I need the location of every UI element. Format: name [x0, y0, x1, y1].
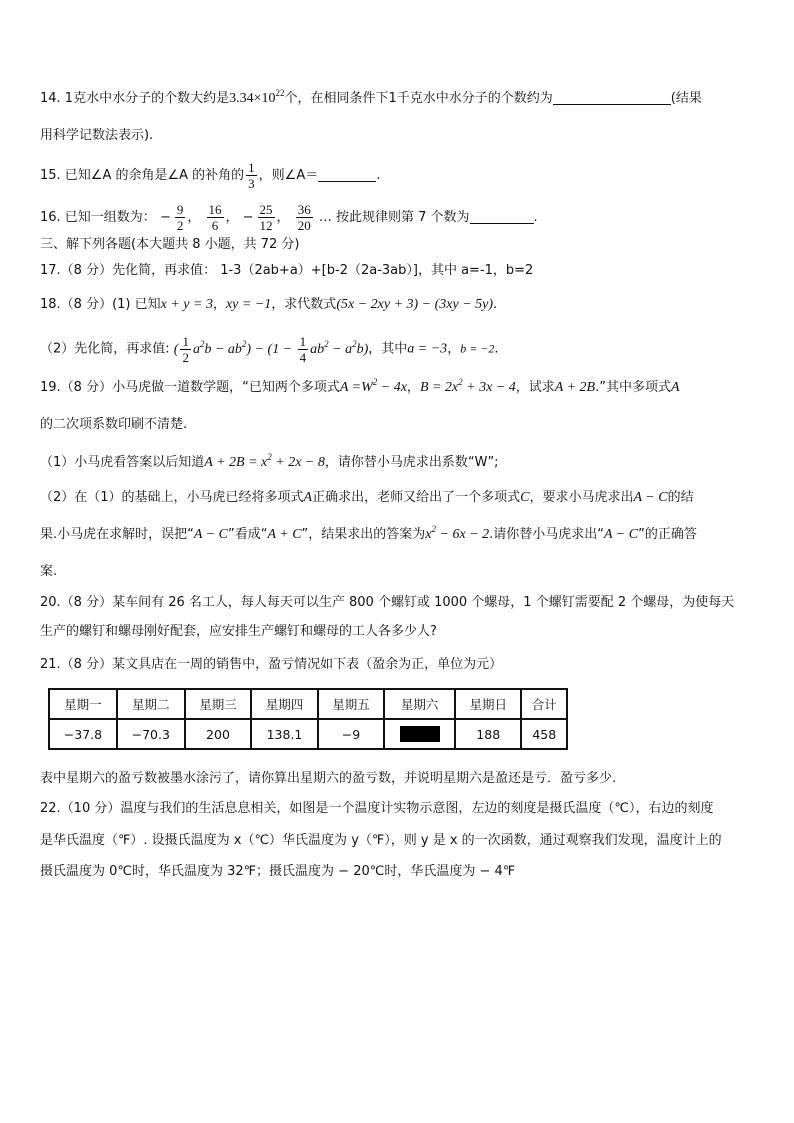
q19-l5-end: ”的正确答: [638, 527, 697, 542]
q16-frac2-den: 6: [211, 218, 219, 233]
q16-frac1-num: 9: [176, 202, 184, 217]
table-header-cell: 星期三: [185, 689, 252, 719]
question-20-line-2: 生产的螺钉和螺母刚好配套，应安排生产螺钉和螺母的工人各多少人?: [40, 624, 437, 639]
table-header-cell: 星期六: [384, 689, 455, 719]
table-header-cell: 星期一: [49, 689, 117, 719]
q18-suffix: .: [493, 297, 498, 312]
q16-mid: 按此规律则第 7 个数为: [335, 210, 470, 225]
q19-p2-mid2: ，要求小马虎求出: [529, 490, 634, 505]
question-18-part-1: [40, 296, 764, 314]
q19-p1-suffix: ，请你替小马虎求出系数“W”;: [324, 455, 499, 470]
q15-mid: ，则∠A＝: [258, 168, 319, 183]
question-19-line-2: 的二次项系数印刷不清楚.: [40, 417, 188, 432]
table-header-cell: 合计: [521, 689, 567, 719]
q19-l5-e2: A + C: [267, 527, 302, 542]
q19-poly-a-tail: − 4x: [377, 380, 407, 395]
q18-part2-mid: ，其中: [368, 341, 408, 357]
q19-l5-ans-tail: − 6x − 2: [436, 527, 490, 542]
table-value-row: [49, 719, 567, 749]
question-22-line-1: 22.（10 分）温度与我们的生活息息相关，如图是一个温度计实物示意图，左边的刻度是摄氏温度（℃），右边的刻度: [40, 801, 714, 816]
q18-condition-2: xy = −1: [225, 297, 272, 312]
question-19-part-1: [40, 454, 764, 472]
q16-ellipsis: …: [318, 210, 332, 225]
table-cell: 458: [521, 719, 567, 749]
q18-prefix: 18.（8 分）(1) 已知: [40, 297, 161, 312]
q15-prefix: 15. 已知∠A 的余角是∠A 的补角的: [40, 168, 245, 183]
q19-l5-ans-head: x: [425, 527, 432, 542]
q19-l5-e3: A − C: [604, 527, 639, 542]
q16-frac3-den: 12: [259, 218, 273, 233]
q16-prefix: 16. 已知一组数为：: [40, 210, 156, 225]
q16-sign-1: −: [159, 210, 171, 225]
q19-p2-a: A: [303, 490, 313, 505]
question-21-intro: 21.（8 分）某文具店在一周的销售中，盈亏情况如下表（盈余为正，单位为元）: [40, 657, 503, 672]
q19-suffix: .”其中多项式: [595, 380, 671, 395]
q19-l5-e1: A − C: [193, 527, 228, 542]
table-header-cell: 星期四: [251, 689, 318, 719]
q19-p1-expr: $A + 2B = x^2 + 2x - 8$: [204, 452, 325, 470]
q15-frac-num: 1: [248, 160, 255, 175]
q19-mid: ，试求: [515, 380, 555, 395]
q18-mid: ，求代数式: [271, 297, 337, 312]
q19-prefix: 19.（8 分）小马虎做一道数学题，“已知两个多项式: [40, 380, 340, 395]
table-cell: −37.8: [49, 719, 117, 749]
q19-p2-suffix: 的结: [667, 490, 694, 505]
q19-p2-mid: 正确求出，老师又给出了一个多项式: [312, 490, 521, 505]
question-18-part-2: （2）先化简，再求值: ( $\frac{1}{2}$ $a^2b - ab^2) - (1$ − $\frac{1}{4}$ $ab^2 - a^2b$)，其中a = −3，b = −2.: [40, 334, 499, 365]
q16-fraction-1: [175, 202, 186, 233]
q14-exponent: 22: [275, 88, 285, 98]
q19-p1-prefix: （1）小马虎看答案以后知道: [40, 455, 205, 470]
q16-sign-3: −: [242, 210, 254, 225]
question-16: 16. 已知一组数为： − $\frac{9}{2}$ ， $\frac{16}{6}$ ， − $\frac{25}{12}$ ， $\frac{36}{20}$ … 按此规律则第 7 个数为 .: [40, 202, 538, 233]
q19-poly-b-tail: + 3x − 4: [462, 380, 516, 395]
q16-answer-blank[interactable]: [470, 209, 534, 224]
table-cell: 200: [185, 719, 252, 749]
q15-suffix: .: [376, 168, 381, 183]
question-22-line-2: 是华氏温度（℉）. 设摄氏温度为 x（℃）华氏温度为 y（℉），则 y 是 x 的一次函数，通过观察我们发现，温度计上的: [40, 833, 722, 848]
table-cell: −70.3: [117, 719, 185, 749]
q16-fraction-4: [296, 202, 313, 233]
q16-frac3-num: 25: [259, 202, 273, 217]
q19-target-expr: A + 2B: [554, 380, 596, 395]
q16-fraction-2: [207, 202, 224, 233]
q15-answer-blank[interactable]: [318, 167, 376, 182]
table-cell: 188: [455, 719, 522, 749]
question-14-line-2: 用科学记数法表示).: [40, 128, 154, 143]
q18-part2-suffix: .: [494, 341, 499, 357]
q18-value-a: a = −3: [407, 341, 448, 357]
question-19-line-1: [40, 379, 764, 397]
q18-condition-1: x + y = 3: [160, 297, 213, 312]
question-17: 17.（8 分）先化简，再求值： 1-3（2ab+a）+[b-2（2a-3ab）]，其中 a=-1，b=2: [40, 263, 534, 278]
q14-answer-blank[interactable]: [553, 90, 671, 105]
q19-end-a: A: [670, 380, 680, 395]
q16-frac2-num: 16: [208, 202, 222, 217]
q16-frac4-den: 20: [297, 218, 311, 233]
q19-poly-b: $B = 2x^2 + 3x - 4$: [419, 377, 516, 395]
q19-poly-a-head: A =W: [339, 380, 373, 395]
table-cell: −9: [318, 719, 385, 749]
question-20-line-1: 20.（8 分）某车间有 26 名工人，每人每天可以生产 800 个螺钉或 1000 个螺母，1 个螺钉需要配 2 个螺母，为使每天: [40, 595, 735, 610]
q16-frac1-den: 2: [176, 218, 184, 233]
q19-l5-suffix: .请你替小马虎求出“: [489, 527, 604, 542]
q19-p2-prefix: （2）在（1）的基础上，小马虎已经将多项式: [40, 490, 304, 505]
question-14-line-1: [40, 90, 764, 108]
ink-blot: [400, 726, 440, 742]
q16-fraction-3: [258, 202, 275, 233]
q18-part2-expression: ( $\frac{1}{2}$ $a^2b - ab^2) - (1$ − $\frac{1}{4}$ $ab^2 - a^2b$): [173, 334, 369, 365]
q19-poly-a: $A =W^2 - 4x$: [339, 377, 407, 395]
q18-part2-prefix: （2）先化简，再求值:: [40, 341, 170, 357]
question-21-after: 表中星期六的盈亏数被墨水涂污了，请你算出星期六的盈亏数，并说明星期六是盈还是亏．盈亏多少.: [40, 771, 617, 786]
profit-loss-table: [48, 688, 568, 750]
table-header-row: [49, 689, 567, 719]
q16-suffix: .: [533, 210, 538, 225]
q19-l5-mid2: ”，结果求出的答案为: [301, 527, 426, 542]
q14-suffix: (结果: [670, 91, 702, 106]
section-3-heading: 三、解下列各题(本大题共 8 小题，共 72 分): [40, 237, 300, 252]
q18-sep: ，: [212, 297, 226, 312]
question-19-line-6: 案.: [40, 564, 58, 579]
q15-fraction: [246, 160, 257, 191]
table-cell: 138.1: [251, 719, 318, 749]
q16-frac4-num: 36: [297, 202, 311, 217]
q19-p1-expr-tail: + 2x − 8: [271, 455, 325, 470]
question-22-line-3: 摄氏温度为 0℃时，华氏温度为 32℉；摄氏温度为 − 20℃时，华氏温度为 − 4℉: [40, 864, 516, 879]
q19-poly-b-head: B = 2x: [419, 380, 459, 395]
question-19-part-2-line-2: [40, 526, 764, 544]
table-header-cell: 星期五: [318, 689, 385, 719]
table-header-cell: 星期二: [117, 689, 185, 719]
q19-l5-prefix: 果.小马虎在求解时，误把“: [40, 527, 194, 542]
q14-value: [229, 88, 285, 106]
q19-sep: ，: [406, 380, 420, 395]
q19-p2-expr: A − C: [633, 490, 668, 505]
q19-l5-mid: ”看成“: [227, 527, 268, 542]
q14-mantissa: 3.34×10: [229, 91, 276, 106]
q19-p2-c: C: [520, 490, 530, 505]
q15-frac-den: 3: [248, 176, 255, 191]
ink-stained-cell: [384, 719, 455, 749]
q19-p1-expr-head: A + 2B = x: [204, 455, 268, 470]
question-15: [40, 160, 764, 191]
question-19-part-2-line-1: [40, 489, 764, 507]
q14-mid: 个，在相同条件下1千克水中水分子的个数约为: [284, 91, 553, 106]
q19-l5-answer: $x^2 - 6x - 2$: [425, 524, 490, 542]
q18-value-b: b = −2: [460, 341, 495, 356]
q14-prefix: 14. 1克水中水分子的个数大约是: [40, 91, 230, 106]
table-header-cell: 星期日: [455, 689, 522, 719]
q18-expression: (5x − 2xy + 3) − (3xy − 5y): [336, 297, 494, 312]
